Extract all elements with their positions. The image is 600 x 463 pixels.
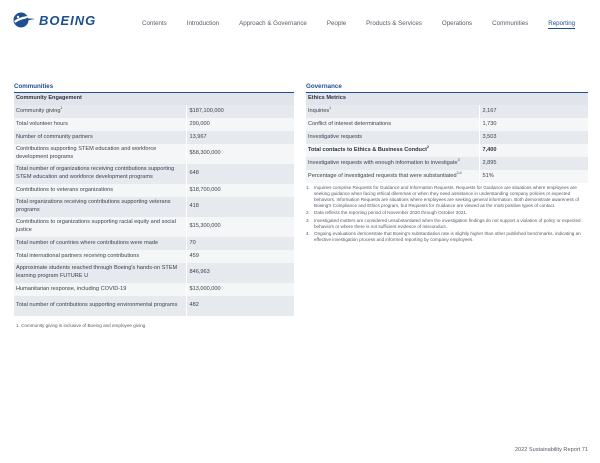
row-label-text: Investigative requests with enough information to investigate [308,159,458,166]
row-label [14,105,186,118]
row-label-text: Percentage of investigated requests that were substantiated [308,172,457,179]
row-value: 2,167 [479,105,588,118]
table-row [306,170,588,183]
row-label [306,157,479,170]
table-row [14,144,294,164]
nav-people[interactable]: People [326,20,347,27]
row-label: Humanitarian response, including COVID-19 [14,283,186,296]
row-value: 846,963 [186,263,294,283]
brand-name: BOEING [39,12,97,28]
footnote-ref: 1 [329,105,332,110]
row-label [306,144,479,157]
table-row [14,217,294,237]
community-engagement-header: Community Engagement [14,93,294,105]
row-value: 1,730 [479,118,588,131]
table-row-total [306,144,588,157]
row-label: Contributions to veterans organizations [14,184,186,197]
communities-section-title: Communities [14,83,54,90]
row-label: Investigative requests [306,131,479,144]
row-value: 418 [186,197,294,217]
row-label: Total organizations receiving contributions supporting veterans programs [14,197,186,217]
table-row [306,118,588,131]
note-text: Investigated matters are considered unsubstantiated when the investigation findings do not support a violation of policy or expected behaviors or where there is not sufficient evidence of misconduct. [314,217,581,229]
row-label [306,105,479,118]
note-text: Ongoing evaluations demonstrate that Boeing's substantiation rate is slightly higher than other published benchmarks, indicating an effective investigation process and informed reporting by company employees. [314,231,581,243]
row-label-text: Inquiries [308,107,330,114]
note-number: 2. [306,210,310,216]
table-header-row [14,93,294,105]
boeing-globe-icon [12,11,36,29]
table-row [14,237,294,250]
top-navigation [142,20,575,29]
note-number: 3. [306,217,310,223]
table-row [14,263,294,283]
footnote-ref: 3 [457,157,460,162]
row-label: Total international partners receiving contributions [14,250,186,263]
page-footer: 2022 Sustainability Report 71 [514,447,588,453]
table-header-row [306,93,588,105]
row-value: 2,895 [479,157,588,170]
row-value: 648 [186,164,294,184]
table-row [14,131,294,144]
table-row [306,157,588,170]
row-label: Total number of contributions supporting environmental programs [14,296,186,316]
row-label-text: Total contacts to Ethics & Business Conduct [308,146,427,153]
footnote-ref: 3,4 [456,170,462,175]
page-header [0,0,600,40]
table-row [306,131,588,144]
note-item [306,218,588,230]
note-text: Inquiries comprise Requests for Guidance and Information Requests. Requests for Guidance are situations where employees are seeking guidance when facing ethical dilemmas or when they need assistance in understanding company policies or expected behaviors. Information Requests are situations where employees are seeking general information. Both demonstrate awareness of Boeing's Compliance and Ethics program, but Requests for Guidance are viewed as the most positive types of contact. [314,185,580,209]
row-value: $18,700,000 [186,184,294,197]
nav-introduction[interactable]: Introduction [186,20,220,27]
nav-operations[interactable]: Operations [441,20,473,27]
nav-products-services[interactable]: Products & Services [366,20,422,27]
table-row [14,250,294,263]
table-row [14,164,294,184]
note-text: Data reflects the reporting period of November 2020 through October 2021. [314,210,468,216]
communities-footnote: 1. Community giving is inclusive of Boeing and employee giving. [16,323,147,328]
row-value: 51% [479,170,588,183]
governance-notes [306,185,588,244]
nav-contents[interactable]: Contents [142,20,167,27]
nav-approach-governance[interactable]: Approach & Governance [239,20,307,27]
row-label: Contributions to organizations supporting racial equity and social justice [14,217,186,237]
note-number: 1. [306,185,310,190]
row-value: $15,300,000 [186,217,294,237]
row-label: Total number of countries where contributions were made [14,237,186,250]
row-label: Total volunteer hours [14,118,186,131]
row-value: 70 [186,237,294,250]
row-label: Approximate students reached through Boeing's hands-on STEM learning program FUTURE U [14,263,186,283]
table-row [14,184,294,197]
footnote-ref: 2 [426,144,429,149]
row-value: $13,000,000 [186,283,294,296]
row-value: 7,400 [479,144,588,157]
community-engagement-table [14,93,294,316]
row-label: Conflict of interest determinations [306,118,479,131]
row-value: 290,000 [186,118,294,131]
note-item [306,231,588,243]
table-row [14,105,294,118]
table-row [14,283,294,296]
row-value: 459 [186,250,294,263]
table-row [306,105,588,118]
ethics-metrics-header: Ethics Metrics [306,93,588,105]
note-number: 4. [306,231,310,236]
table-row [14,197,294,217]
note-item [306,185,588,209]
row-label: Number of community partners [14,131,186,144]
row-label-text: Community giving [16,107,61,114]
row-label: Contributions supporting STEM education and workforce development programs [14,144,186,164]
nav-communities[interactable]: Communities [492,20,529,27]
governance-section-title: Governance [306,83,342,90]
row-value: $58,300,000 [186,144,294,164]
row-label: Total number of organizations receiving contributions supporting STEM education and workforce development programs [14,164,186,184]
ethics-metrics-table [306,93,588,183]
row-value: $187,100,000 [186,105,294,118]
note-item [306,210,588,216]
table-row [14,296,294,316]
row-value: 3,503 [479,131,588,144]
boeing-logo[interactable] [12,11,96,29]
row-value: 13,967 [186,131,294,144]
table-row [14,118,294,131]
footnote-ref: 1 [60,105,63,110]
row-value: 482 [186,296,294,316]
nav-reporting[interactable]: Reporting [548,20,576,27]
row-label [306,170,479,183]
